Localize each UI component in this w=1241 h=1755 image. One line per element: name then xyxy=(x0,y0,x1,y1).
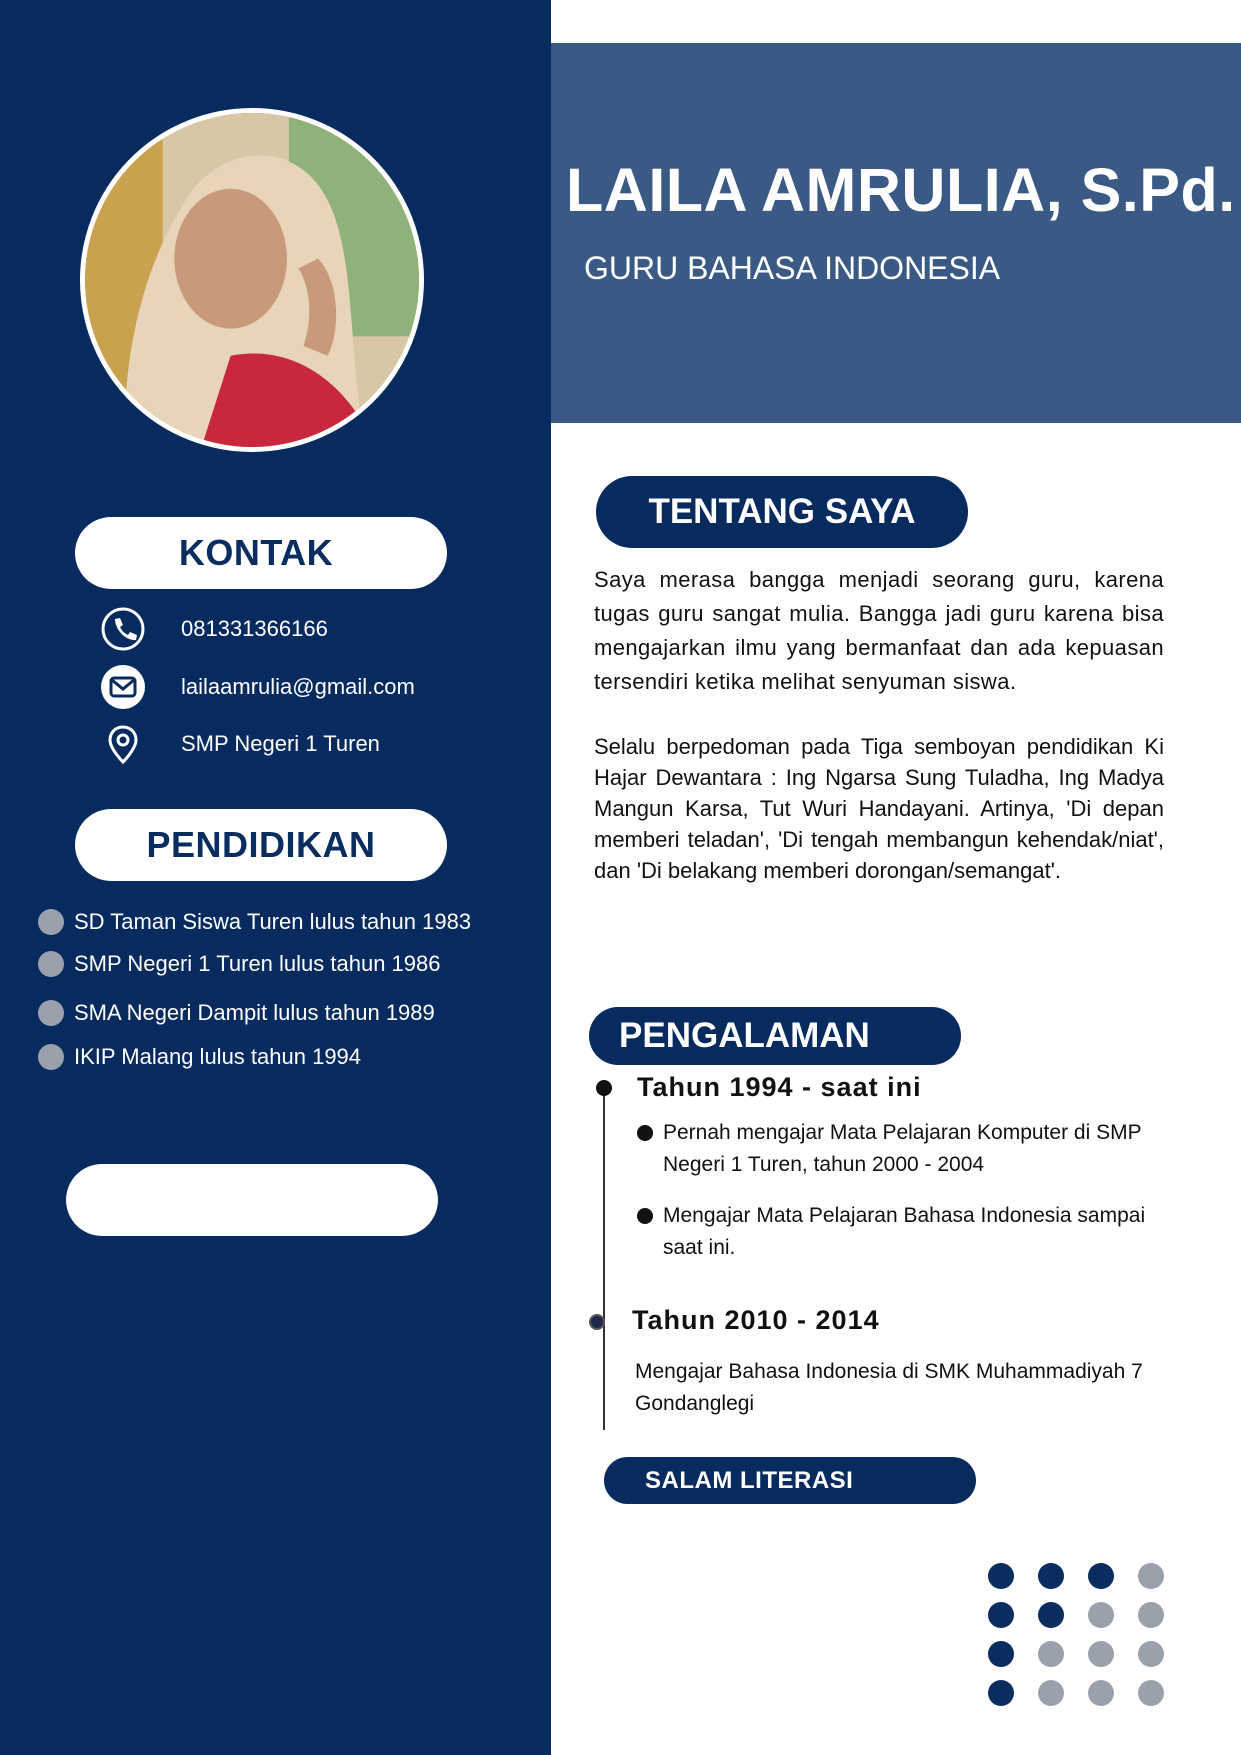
experience-text: Mengajar Bahasa Indonesia di SMK Muhammadiyah 7 Gondanglegi xyxy=(635,1360,1143,1415)
timeline-dot xyxy=(589,1314,605,1330)
education-item xyxy=(38,951,441,977)
phone-icon xyxy=(100,606,146,652)
decor-dot xyxy=(988,1680,1014,1706)
bullet-dot xyxy=(38,909,64,935)
education-item xyxy=(38,909,471,935)
contact-location xyxy=(100,721,380,767)
decor-dot xyxy=(1138,1563,1164,1589)
education-item-text: SD Taman Siswa Turen lulus tahun 1983 xyxy=(74,909,472,934)
education-item xyxy=(38,1000,435,1026)
timeline-line xyxy=(603,1088,605,1430)
decor-dot xyxy=(1138,1641,1164,1667)
decor-dot xyxy=(1088,1641,1114,1667)
contact-email-text: lailaamrulia@gmail.com xyxy=(181,674,415,699)
profile-name: LAILA AMRULIA, S.Pd. xyxy=(566,156,1236,224)
decor-dot xyxy=(1088,1602,1114,1628)
about-paragraph-2: Selalu berpedoman pada Tiga semboyan pendidikan Ki Hajar Dewantara : Ing Ngarsa Sung Tuladha, Ing Madya Mangun Karsa, Tut Wuri Handayani. Artinya, 'Di depan memberi teladan', 'Di tengah membangun kehendak/niat', dan 'Di belakang memberi dorongan/semangat'. xyxy=(594,734,1164,883)
about-paragraph-1: Saya merasa bangga menjadi seorang guru, karena tugas guru sangat mulia. Bangga jadi guru karena bisa mengajarkan ilmu yang bermanfaat dan ada kepuasan tersendiri ketika melihat senyuman siswa. xyxy=(594,567,1164,694)
decor-dot xyxy=(988,1641,1014,1667)
decor-dot xyxy=(1038,1680,1064,1706)
bullet-dot xyxy=(38,1044,64,1070)
pengalaman-heading xyxy=(589,1007,961,1065)
tentang-heading-text: TENTANG SAYA xyxy=(648,492,916,531)
decor-dot xyxy=(1138,1602,1164,1628)
education-item xyxy=(38,1044,361,1070)
kontak-heading xyxy=(75,517,447,589)
pengalaman-heading-text: PENGALAMAN xyxy=(619,1016,870,1055)
contact-email xyxy=(100,664,415,710)
decor-dot xyxy=(1088,1563,1114,1589)
bullet-dot xyxy=(38,1000,64,1026)
experience-period: Tahun 1994 - saat ini xyxy=(637,1072,922,1102)
location-pin-icon xyxy=(100,721,146,767)
experience-bullet-text: Mengajar Mata Pelajaran Bahasa Indonesia sampai saat ini. xyxy=(663,1204,1146,1259)
education-item-text: SMP Negeri 1 Turen lulus tahun 1986 xyxy=(74,951,441,976)
decor-dot xyxy=(1138,1680,1164,1706)
experience-bullet-text: Pernah mengajar Mata Pelajaran Komputer di SMP Negeri 1 Turen, tahun 2000 - 2004 xyxy=(663,1121,1142,1176)
contact-location-text: SMP Negeri 1 Turen xyxy=(181,731,380,756)
decor-dot xyxy=(1038,1641,1064,1667)
contact-phone-text: 081331366166 xyxy=(181,616,328,641)
pendidikan-heading xyxy=(75,809,447,881)
blank-pill xyxy=(66,1164,438,1236)
salam-literasi-text: SALAM LITERASI xyxy=(645,1466,854,1494)
experience-bullet xyxy=(637,1117,1177,1181)
bullet-dot xyxy=(637,1125,653,1141)
experience-period: Tahun 2010 - 2014 xyxy=(632,1305,880,1335)
bullet-dot xyxy=(637,1208,653,1224)
education-item-text: IKIP Malang lulus tahun 1994 xyxy=(74,1044,362,1069)
decor-dot xyxy=(1038,1602,1064,1628)
kontak-heading-text: KONTAK xyxy=(178,532,334,573)
profile-photo xyxy=(80,108,424,452)
bullet-dot xyxy=(38,951,64,977)
decor-dot xyxy=(988,1563,1014,1589)
contact-phone xyxy=(100,606,328,652)
experience-bullet xyxy=(637,1200,1177,1264)
salam-literasi-badge xyxy=(604,1457,976,1504)
email-icon xyxy=(100,664,146,710)
profile-role: GURU BAHASA INDONESIA xyxy=(584,250,1001,286)
decor-dot xyxy=(988,1602,1014,1628)
decor-dot xyxy=(1088,1680,1114,1706)
decor-dot xyxy=(1038,1563,1064,1589)
education-item-text: SMA Negeri Dampit lulus tahun 1989 xyxy=(74,1000,435,1025)
header-band xyxy=(551,43,1241,423)
pendidikan-heading-text: PENDIDIKAN xyxy=(146,824,376,865)
tentang-heading xyxy=(596,476,968,548)
timeline-dot xyxy=(596,1080,612,1096)
decorative-dot-grid xyxy=(988,1563,1178,1706)
